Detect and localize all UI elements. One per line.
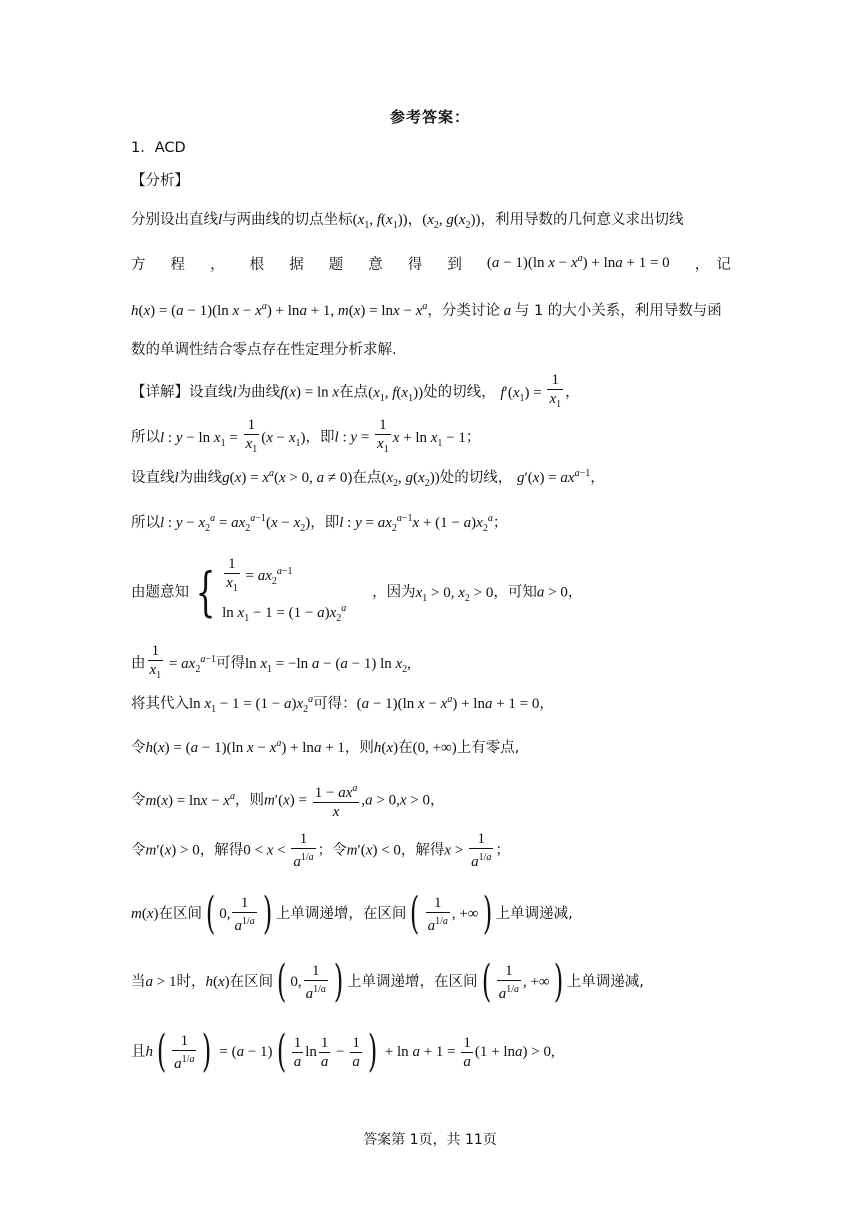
answer-choice: 1．ACD [131, 140, 186, 156]
detail-line-12: 当a > 1时，h(x)在区间( 0, $\frac{1}{a^{1/a}}$ ) 上单调递增，在区间( $\frac{1}{a^{1/a}}$ , +∞) 上单调递减, [131, 956, 644, 1007]
detail-line-7: 将其代入$\ln x_1 - 1 = (1 - a)x_2^a$可得：(a − 1)(ln $x - x^a) + \ln a + 1 = 0$， [131, 694, 554, 715]
analysis-line-1: 分别设出直线l与两曲线的切点坐标($x_1$, $f(x_1)$)，($x_2$, $g(x_2)$)，利用导数的几何意义求出切线 [131, 212, 684, 231]
page-footer: 答案第 1页，共 11页 [363, 1132, 497, 1148]
detail-line-4: 所以l : $y - x_2^a = ax_2^{a-1}(x - x_2)$，即l : $y = ax_2^{a-1}x + (1 - a)x_2^a$； [131, 513, 508, 534]
detail-line-5: 由题意知 { $\frac{1}{x_1}$ = $ax_2^{a-1}$ $\ln x_1 - 1 = (1 - a)x_2^a$ ，因为$x_1 > 0$, $x_2 > 0$，可知a > 0， [131, 556, 583, 624]
detail-line-8: 令h(x) = (a − 1)(ln $x - x^a) + \ln a + 1$，则h(x)在(0, +∞)上有零点, [131, 738, 520, 756]
detail-line-10: 令m′(x) > 0，解得0 < x < $\frac{1}{a^{1/a}}$ ；令m′(x) < 0，解得x > $\frac{1}{a^{1/a}}$ ； [131, 831, 510, 870]
detail-line-11: m(x)在区间( 0, $\frac{1}{a^{1/a}}$ ) 上单调递增，在区间( $\frac{1}{a^{1/a}}$ , +∞) 上单调递减, [131, 888, 573, 939]
detail-line-1: 【详解】设直线l为曲线f(x) = ln x在点($x_1$, $f(x_1)$)处的切线， $f'(x_1)$ = $\frac{1}{x_1}$ ， [131, 372, 580, 410]
analysis-line-4: 数的单调性结合零点存在性定理分析求解. [131, 342, 397, 358]
detail-line-2: 所以l : $y - \ln x_1$ = $\frac{1}{x_1}$ $(x - x_1)$，即l : y = $\frac{1}{x_1}$ $x + \ln x_1 - 1$； [131, 417, 481, 455]
detail-line-13: 且h( $\frac{1}{a^{1/a}}$ ) = (a − 1)( $\frac{1}{a}$ ln $\frac{1}{a}$ − $\frac{1}{a}$ ) + ln a + 1 = $\frac{1}{a}$ (1 + lna) > 0, [131, 1026, 555, 1077]
analysis-line-2: 方 程 ， 根 据 题 意 得 到 (a − 1)(ln $x - x^a) + \ln a + 1 = 0$ ， 记 [131, 253, 731, 273]
detail-line-9: 令$m(x) = \ln x - x^a$，则m′(x) = $\frac{1 - ax^a}{x}$ ,a > 0,x > 0， [131, 780, 444, 821]
analysis-label: 【分析】 [131, 173, 189, 189]
detail-line-6: 由 $\frac{1}{x_1}$ = $ax_2^{a-1}$可得$\ln x_1 = -\ln$ a − (a − 1) $\ln x_2$, [131, 643, 411, 681]
page-heading: 参考答案： [389, 108, 470, 126]
analysis-line-3: h(x) = (a − 1)(ln $x - x^a) + \ln a + 1$, $m(x) = \ln x - x^a$，分类讨论 a 与 1 的大小关系，利用导数与函 [131, 301, 722, 319]
detail-line-3: 设直线l为曲线$g(x) = x^a(x > 0$, a ≠ 0)在点($x_2$, $g(x_2)$)处的切线， $g'(x) = ax^{a-1}$， [131, 468, 605, 489]
